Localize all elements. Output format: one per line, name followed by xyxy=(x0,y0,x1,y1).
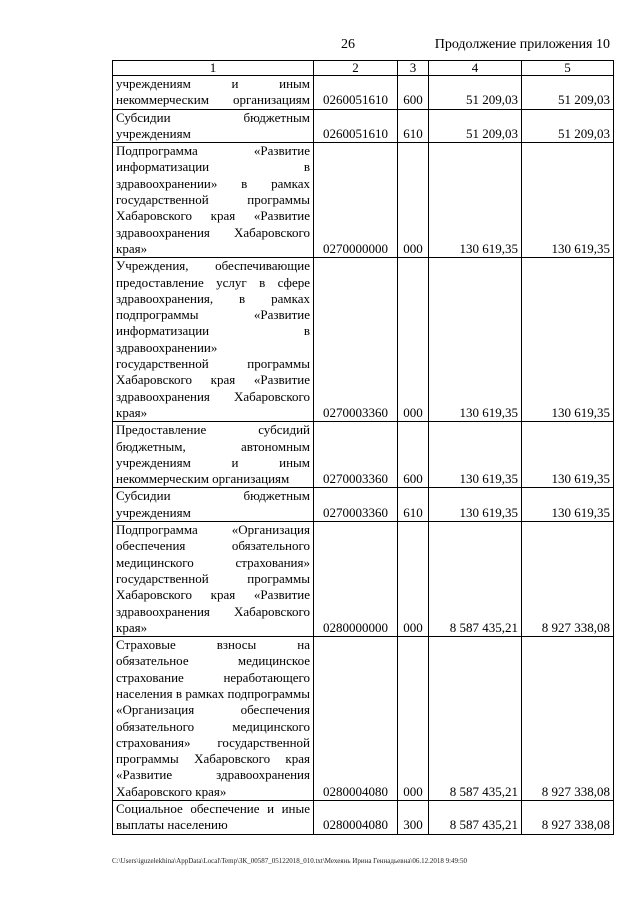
row-sum-2: 130 619,35 xyxy=(522,422,614,488)
row-sum-1: 130 619,35 xyxy=(429,488,522,522)
row-name: Субсидии бюджетным учреждениям xyxy=(113,488,314,522)
row-sum-2: 8 927 338,08 xyxy=(522,522,614,637)
row-name: Подпрограмма «Организация обеспечения обязательного медицинского страхования» государственной программы Хабаровского края «Развитие здравоохранения Хабаровского края» xyxy=(113,522,314,637)
row-type: 610 xyxy=(398,488,429,522)
column-header: 3 xyxy=(398,61,429,76)
row-code: 0260051610 xyxy=(314,109,398,143)
column-header: 1 xyxy=(113,61,314,76)
row-type: 600 xyxy=(398,422,429,488)
row-sum-2: 130 619,35 xyxy=(522,143,614,258)
page-number: 26 xyxy=(341,37,355,52)
row-name: Страховые взносы на обязательное медицинское страхование неработающего населения в рамках подпрограммы «Организация обеспечения обязательного медицинского страхования» государственной программы Хабаровского края «Развитие здравоохранения Хабаровского края» xyxy=(113,637,314,801)
row-code: 0260051610 xyxy=(314,76,398,110)
row-code: 0280004080 xyxy=(314,801,398,835)
row-code: 0270000000 xyxy=(314,143,398,258)
table-row xyxy=(113,258,614,422)
row-sum-1: 51 209,03 xyxy=(429,76,522,110)
row-sum-2: 130 619,35 xyxy=(522,258,614,422)
row-code: 0270003360 xyxy=(314,422,398,488)
row-sum-1: 130 619,35 xyxy=(429,143,522,258)
row-sum-2: 130 619,35 xyxy=(522,488,614,522)
table-header-row xyxy=(113,61,614,76)
row-type: 610 xyxy=(398,109,429,143)
row-type: 600 xyxy=(398,76,429,110)
row-name: учреждениям и иным некоммерческим организациям xyxy=(113,76,314,110)
appendix-title: Продолжение приложения 10 xyxy=(434,37,610,52)
table-row xyxy=(113,76,614,110)
file-path-footer: C:\Users\iguzelekhina\AppData\Local\Temp\ЗК_00587_05122018_010.txt\Мехеянь Ирина Геннадьевна\06.12.2018 9:49:50 xyxy=(112,857,468,865)
table-row xyxy=(113,143,614,258)
row-sum-1: 8 587 435,21 xyxy=(429,637,522,801)
table-row xyxy=(113,488,614,522)
row-type: 000 xyxy=(398,258,429,422)
table-row xyxy=(113,637,614,801)
row-code: 0280000000 xyxy=(314,522,398,637)
row-sum-2: 8 927 338,08 xyxy=(522,637,614,801)
row-type: 000 xyxy=(398,637,429,801)
budget-table xyxy=(112,60,614,835)
row-type: 300 xyxy=(398,801,429,835)
column-header: 2 xyxy=(314,61,398,76)
row-sum-1: 8 587 435,21 xyxy=(429,522,522,637)
row-code: 0270003360 xyxy=(314,258,398,422)
table-row xyxy=(113,522,614,637)
row-sum-2: 8 927 338,08 xyxy=(522,801,614,835)
column-header: 5 xyxy=(522,61,614,76)
table-row xyxy=(113,109,614,143)
row-sum-2: 51 209,03 xyxy=(522,109,614,143)
row-type: 000 xyxy=(398,143,429,258)
row-code: 0270003360 xyxy=(314,488,398,522)
row-sum-1: 130 619,35 xyxy=(429,258,522,422)
row-sum-1: 8 587 435,21 xyxy=(429,801,522,835)
row-code: 0280004080 xyxy=(314,637,398,801)
table-row xyxy=(113,801,614,835)
row-sum-1: 130 619,35 xyxy=(429,422,522,488)
column-header: 4 xyxy=(429,61,522,76)
row-name: Предоставление субсидий бюджетным, автономным учреждениям и иным некоммерческим организациям xyxy=(113,422,314,488)
table-row xyxy=(113,422,614,488)
row-name: Учреждения, обеспечивающие предоставление услуг в сфере здравоохранения, в рамках подпрограммы «Развитие информатизации в здравоохранении» государственной программы Хабаровского края «Развитие здравоохранения Хабаровского края» xyxy=(113,258,314,422)
row-name: Субсидии бюджетным учреждениям xyxy=(113,109,314,143)
row-name: Социальное обеспечение и иные выплаты населению xyxy=(113,801,314,835)
row-sum-2: 51 209,03 xyxy=(522,76,614,110)
row-name: Подпрограмма «Развитие информатизации в здравоохранении» в рамках государственной программы Хабаровского края «Развитие здравоохранения Хабаровского края» xyxy=(113,143,314,258)
row-type: 000 xyxy=(398,522,429,637)
row-sum-1: 51 209,03 xyxy=(429,109,522,143)
